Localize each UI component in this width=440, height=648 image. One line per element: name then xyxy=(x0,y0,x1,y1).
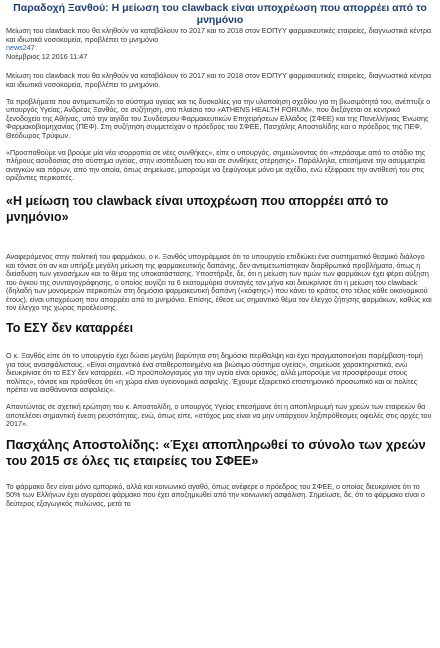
subheading-esy: Το ΕΣΥ δεν καταρρέει xyxy=(6,321,134,336)
paragraph-3: «Προσπαθούμε να βρούμε μία νέα ισορροπία σε νέες συνθήκες», είπε ο υπουργός, σημειώνοντας ότι «περάσαμε από το στάδιο της πλήρους ασυδοσίας στο σύστημα υγείας, στην ισοπέδωση του και σε συνθήκες στέρησης». Παράλληλα, επεσήμανε την ασυμμετρία αναγκών και πόρων, από την οποία, όπως σημείωσε, μπορούμε να ξεφύγουμε μόνο με σχέδιο, ενώ εξέφρασε την αντίθεσή του στις οριζόντιες περικοπές. xyxy=(6,147,426,183)
subheading-clawback: «Η μείωση του clawback είναι υποχρέωση που απορρέει από το μνημόνιο» xyxy=(6,193,389,224)
subheading-apostolidis: Πασχάλης Αποστολίδης: «Έχει αποπληρωθεί το σύνολο των χρεών του 2015 σε όλες τις εταιρείες του ΣΦΕΕ» xyxy=(6,436,426,468)
paragraph-7: Το φάρμακο δεν είναι μόνο εμπορικό, αλλά και κοινωνικό αγαθό, όπως ανέφερε ο πρόεδρος του ΣΦΕΕ, ο οποίος διευκρίνισε ότι το 50% των Ελλήνων έχει αγοράσει φάρμακο που έχει αποζημιωθεί από την κοινωνική ασφάλιση. Σημείωσε, δε, ότι το φάρμακο είναι ο δεύτερος εξαγωγικός πυλώνας, μετά το xyxy=(6,481,425,508)
paragraph-1: Μείωση του clawback που θα κληθούν να καταβάλουν το 2017 και το 2018 στον ΕΟΠΥΥ φαρμακευτικές εταιρείες, διαγνωστικά κέντρα και ιδιωτικά νοσοκομεία, προβλέπει το μνημόνιο. xyxy=(6,71,432,89)
paragraph-4: Αναφερόμενος στην πολιτική του φαρμάκου, ο κ. Ξανθός υπογράμμισε ότι το υπουργείο επιδιώκει ένα συστηματικό θεσμικό διάλογο και τόνισε ότι αν και υπήρξε μεγάλη μείωση της φαρμακευτικής δαπάνης, δεν αντιμετωπίστηκαν διαρθρωτικά προβλήματα, όπως η διείσδυση των γενοσήμων και το θέμα της υποκατάστασης. Υποστήριξε, δε, ότι η μείωση των τιμών των φαρμάκων έχει φέρει αύξηση του όγκου της συνταγογράφησης, ο οποίος αυγίζει τα 6 εκατομμύρια συνταγές τον μήνα και διευκρίνισε ότι η μείωση του clawback (δηλαδή των μονομερών περικοπών στη δημόσια φαρμακευτική δαπάνη («κόφτης») που κάνει το κράτος στο τέλος κάθε οικονομικού έτους), είναι υποχρέωση που απορρέει από το μνημόνιο. Επίσης, έθεσε ως σημαντικό θέμα τον έλεγχο ζήτησης φαρμάκων, καθώς και τον έλεγχο της χώρας προέλευσης. xyxy=(6,251,432,313)
publish-date: Νοέμβριος 12 2016 11:47 xyxy=(6,51,88,61)
article-lead: Μείωση του clawback που θα κληθούν να καταβάλουν το 2017 και το 2018 στον ΕΟΠΥΥ φαρμακευτικές εταιρείες, διαγνωστικά κέντρα και ιδιωτικά νοσοκομεία, προβλέπει το μνημόνιο xyxy=(6,26,432,44)
article-title: Παραδοχή Ξανθού: Η μείωση του clawback είναι υποχρέωση που απορρέει από το μνημόνιο xyxy=(13,2,427,26)
paragraph-5: Ο κ. Ξανθός είπε ότι το υπουργείο έχει δώσει μεγάλη βαρύτητα στη δημόσια περίθαλψη και έχει πραγματοποιήσει παρέμβαση-τομή για τους ανασφάλιστους. «Είναι σημαντικό ένα σταθεροποιημένο και βιώσιμο σύστημα υγείας», σημείωσε χαρακτηριστικά, ενώ διευκρίνισε ότι το ΕΣΥ δεν καταρρέει. «Ο προϋπολογισμός για την υγεία είναι οριακός, αλλά μπορούμε να προσφέρουμε στους πολίτες», τόνισε και πρόσθεσε ότι «η χώρα είναι υγειονομικά ασφαλής. Έχουμε εξαιρετικό επιστημονικό προσωπικό και οι πολίτες πρέπει να αισθάνονται ασφαλείς». xyxy=(6,351,423,395)
paragraph-6: Απαντώντας σε σχετική ερώτηση του κ. Αποστολίδη, ο υπουργός Υγείας επεσήμανε ότι η αποπληρωμή των χρεών των εταιρειών θα αποτελέσει σημαντική ένεση ρευστότητας, ενώ, όπως είπε, «στόχος μας είναι να μην υπάρχουν ληξιπρόθεσμες οφειλές στις αρχές του 2017». xyxy=(6,402,432,429)
source-link[interactable]: news247 xyxy=(6,43,35,53)
paragraph-2: Τα προβλήματα που αντιμετωπίζει το σύστημα υγείας και τις δυσκολίες για την υλοποίηση σχεδίου για τη βιωσιμότητά του, ανέπτυξε ο υπουργός Υγείας, Ανδρέας Ξανθός, σε συζήτηση, στο πλαίσιο του «ATHENS HEALTH FORUM», που διεξάγεται σε κεντρικό ξενοδοχείο της Αθήνας, υπό την αιγίδα του Συνδέσμου Φαρμακευτικών Επιχειρήσεων Ελλάδος (ΣΦΕΕ) και της Πανελλήνιας Ένωσης Φαρμακοβιομηχανίας (ΠΕΦ). Στη συζήτηση συμμετείχαν ο πρόεδρος του ΣΦΕΕ, Πασχάλης Αποστολίδης και ο πρόεδρος της ΠΕΦ, Θεόδωρος Τρύφων. xyxy=(6,96,431,140)
